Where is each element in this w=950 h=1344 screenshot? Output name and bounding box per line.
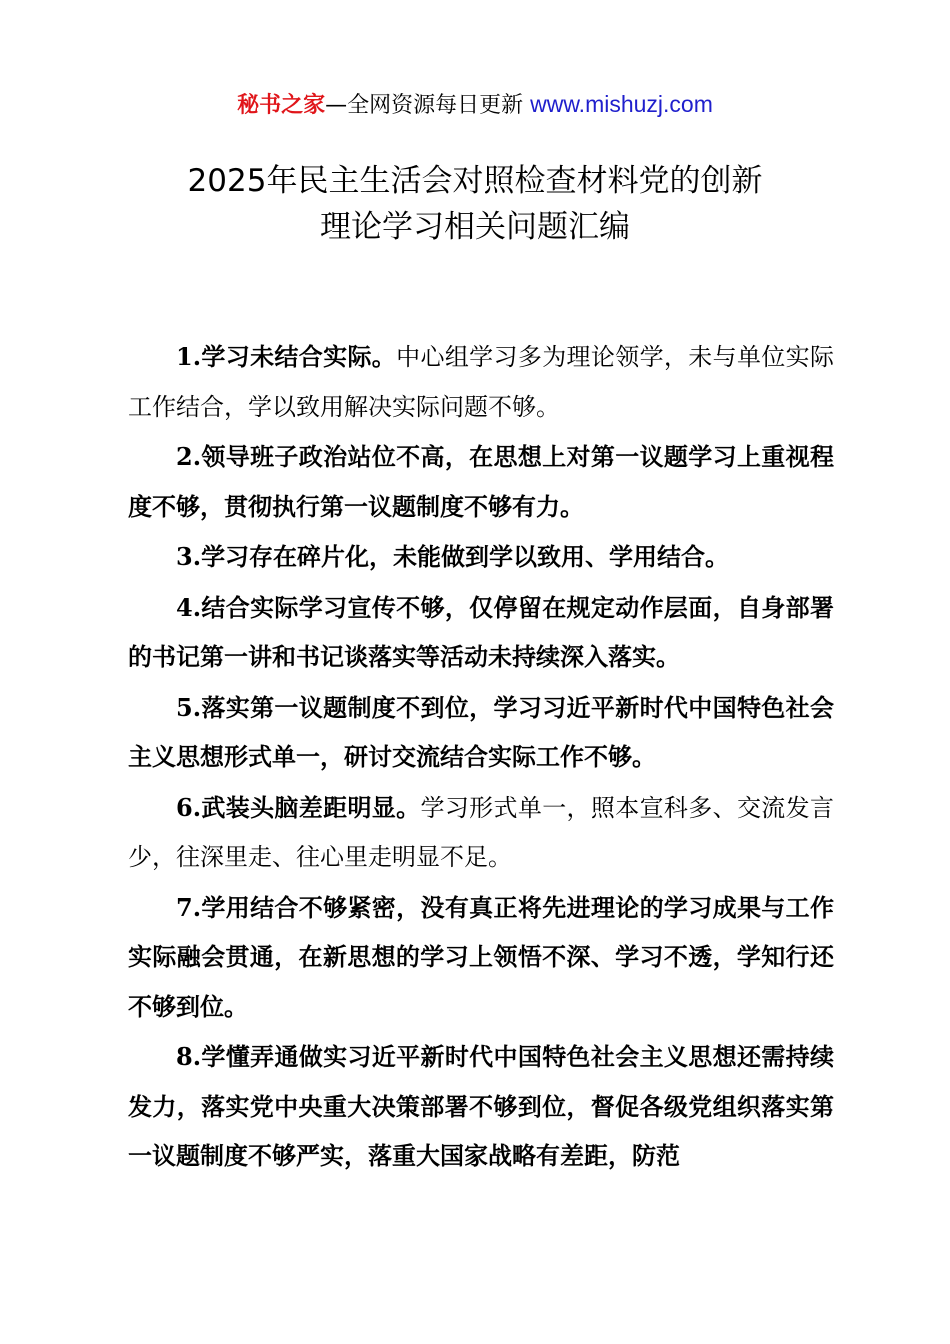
list-item (128, 683, 834, 783)
document-title-line-1: 2025年民主生活会对照检查材料党的创新 (187, 163, 763, 199)
item-text: 中心组学习多为理论领学，未与单位实际工作结合，学以致用解决实际问题不够。 (128, 343, 834, 421)
item-heading: 学用结合不够紧密，没有真正将先进理论的学习成果与工作实际融会贯通，在新思想的学习上领悟不深、学习不透，学知行还不够到位。 (128, 893, 834, 1021)
list-item (128, 332, 834, 432)
item-heading: 学懂弄通做实习近平新时代中国特色社会主义思想还需持续发力，落实党中央重大决策部署不够到位，督促各级党组织落实第一议题制度不够严实，落重大国家战略有差距，防范 (128, 1043, 834, 1170)
item-number: 2. (176, 442, 202, 471)
site-slogan: —全网资源每日更新 (325, 93, 524, 118)
item-number: 6. (176, 792, 202, 822)
document-title (100, 158, 850, 250)
list-item (128, 432, 834, 532)
item-number: 7. (176, 892, 202, 922)
item-text: 学习形式单一，照本宣科多、交流发言少，往深里走、往心里走明显不足。 (128, 793, 834, 871)
item-heading: 学习未结合实际。 (201, 343, 397, 371)
document-body (128, 332, 834, 1182)
site-header (0, 88, 950, 122)
item-number: 3. (176, 542, 202, 571)
list-item (128, 1032, 834, 1182)
item-heading: 武装头脑差距明显。 (201, 793, 421, 822)
item-heading: 落实第一议题制度不到位，学习习近平新时代中国特色社会主义思想形式单一，研讨交流结合实际工作不够。 (128, 693, 834, 771)
list-item (128, 883, 834, 1033)
list-item (128, 532, 834, 583)
item-number: 4. (176, 592, 202, 622)
item-heading: 学习存在碎片化，未能做到学以致用、学用结合。 (201, 543, 730, 571)
list-item (128, 583, 834, 683)
list-item (128, 783, 834, 883)
item-number: 5. (176, 692, 202, 722)
item-number: 8. (176, 1042, 202, 1071)
item-number: 1. (176, 342, 202, 371)
item-heading: 结合实际学习宣传不够，仅停留在规定动作层面，自身部署的书记第一讲和书记谈落实等活动未持续深入落实。 (128, 593, 834, 671)
document-title-line-2: 理论学习相关问题汇编 (320, 209, 630, 245)
site-url-link[interactable]: www.mishuzj.com (530, 91, 713, 117)
site-brand: 秘书之家 (237, 93, 326, 118)
item-heading: 领导班子政治站位不高，在思想上对第一议题学习上重视程度不够，贯彻执行第一议题制度不够有力。 (128, 443, 834, 521)
